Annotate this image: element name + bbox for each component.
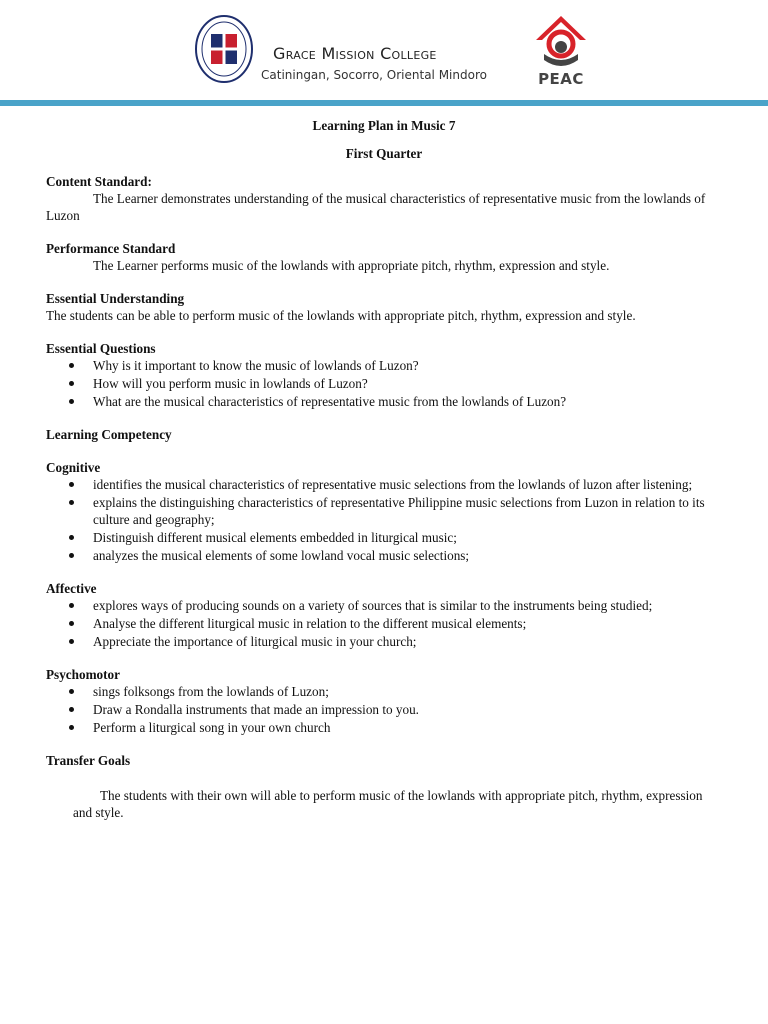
page-header (0, 0, 768, 108)
bullet-icon (69, 725, 74, 730)
transfer-goals-heading: Transfer Goals (46, 753, 131, 768)
bullet-icon (69, 639, 74, 644)
content-standard-text: The Learner demonstrates understanding of the musical characteristics of representative music from the lowlands of Luzon (46, 191, 706, 223)
list-item: Distinguish different musical elements embedded in liturgical music; (46, 529, 722, 546)
list-item: explores ways of producing sounds on a variety of sources that is similar to the instruments being studied; (46, 597, 722, 614)
bullet-icon (69, 603, 74, 608)
performance-standard-text: The Learner performs music of the lowlands with appropriate pitch, rhythm, expression and style. (93, 258, 610, 273)
transfer-goals-section (46, 752, 722, 821)
affective-heading: Affective (46, 581, 97, 596)
essential-understanding-section (46, 290, 722, 324)
essential-questions-section (46, 340, 722, 410)
list-item: Analyse the different liturgical music in relation to the different musical elements; (46, 615, 722, 632)
bullet-icon (69, 482, 74, 487)
list-item: What are the musical characteristics of representative music from the lowlands of Luzon? (46, 393, 722, 410)
psychomotor-list (46, 683, 722, 736)
transfer-goals-text: The students with their own will able to perform music of the lowlands with appropriate pitch, rhythm, expression and style. (73, 788, 703, 820)
list-item: identifies the musical characteristics of representative music selections from the lowlands of luzon after listening; (46, 476, 722, 493)
bullet-icon (69, 621, 74, 626)
bullet-icon (69, 363, 74, 368)
performance-standard-section (46, 240, 722, 274)
list-item: Why is it important to know the music of lowlands of Luzon? (46, 357, 722, 374)
essential-understanding-heading: Essential Understanding (46, 291, 185, 306)
school-seal-icon (194, 14, 254, 84)
peac-label: PEAC (538, 70, 584, 88)
bullet-icon (69, 689, 74, 694)
learning-plan-document (46, 117, 722, 821)
cognitive-heading: Cognitive (46, 460, 101, 475)
document-title: Learning Plan in Music 7 (312, 118, 456, 133)
bullet-icon (69, 707, 74, 712)
affective-list (46, 597, 722, 650)
bullet-icon (69, 381, 74, 386)
list-item: Perform a liturgical song in your own church (46, 719, 722, 736)
list-item: Appreciate the importance of liturgical music in your church; (46, 633, 722, 650)
list-item: sings folksongs from the lowlands of Luzon; (46, 683, 722, 700)
document-subtitle: First Quarter (345, 146, 423, 161)
essential-understanding-text: The students can be able to perform music of the lowlands with appropriate pitch, rhythm, expression and style. (46, 308, 636, 323)
bullet-icon (69, 399, 74, 404)
school-address: Catiningan, Socorro, Oriental Mindoro (261, 68, 487, 82)
list-item: explains the distinguishing characteristics of representative Philippine music selections from Luzon in relation to its culture and geography; (46, 494, 722, 528)
bullet-icon (69, 535, 74, 540)
bullet-icon (69, 553, 74, 558)
list-item: How will you perform music in lowlands of Luzon? (46, 375, 722, 392)
psychomotor-heading: Psychomotor (46, 667, 120, 682)
content-standard-section (46, 173, 722, 224)
learning-competency-section (46, 426, 722, 443)
cognitive-list (46, 476, 722, 564)
learning-competency-heading: Learning Competency (46, 427, 172, 442)
essential-questions-heading: Essential Questions (46, 341, 156, 356)
affective-section (46, 580, 722, 650)
bullet-icon (69, 500, 74, 505)
list-item: analyzes the musical elements of some lowland vocal music selections; (46, 547, 722, 564)
content-standard-heading: Content Standard: (46, 174, 152, 189)
cognitive-section (46, 459, 722, 564)
list-item: Draw a Rondalla instruments that made an impression to you. (46, 701, 722, 718)
performance-standard-heading: Performance Standard (46, 241, 176, 256)
school-name: Grace Mission College (273, 44, 437, 63)
header-divider (0, 100, 768, 106)
psychomotor-section (46, 666, 722, 736)
essential-questions-list (46, 357, 722, 410)
